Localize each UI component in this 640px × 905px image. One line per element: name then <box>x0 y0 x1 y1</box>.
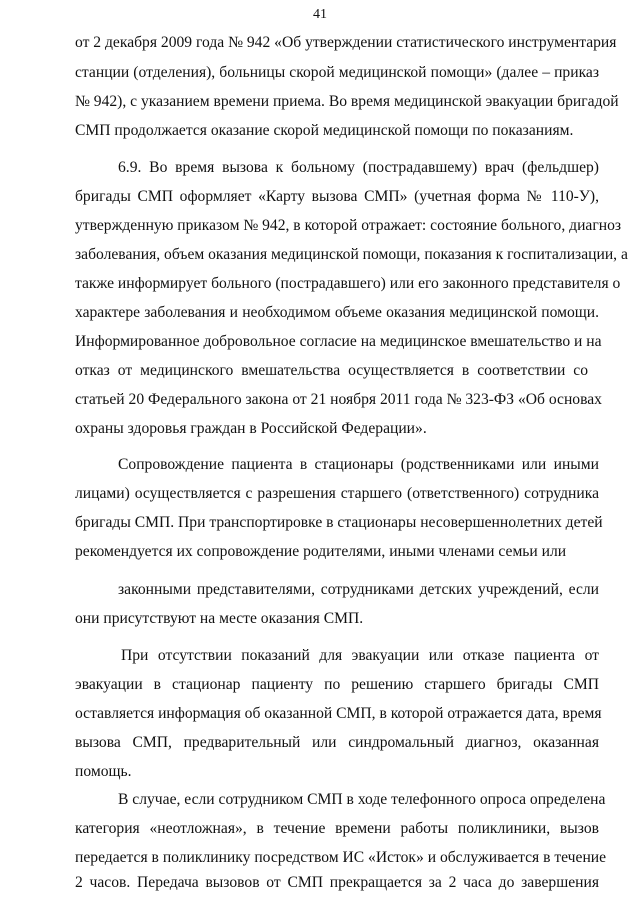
text-line: законными представителями, сотрудниками детских учреждений, если <box>118 581 599 598</box>
text-line: 6.9. Во время вызова к больному (пострадавшему) врач (фельдшер) <box>118 159 599 176</box>
text-line: охраны здоровья граждан в Российской Федерации». <box>75 420 427 437</box>
text-line: помощь. <box>75 763 132 780</box>
text-line: эвакуации в стационар пациенту по решению старшего бригады СМП <box>75 676 599 693</box>
text-line: оставляется информация об оказанной СМП, в которой отражается дата, время <box>75 705 602 722</box>
text-line: лицами) осуществляется с разрешения старшего (ответственного) сотрудника <box>75 485 599 502</box>
page-number: 41 <box>313 7 327 22</box>
text-line: № 942), с указанием времени приема. Во время медицинской эвакуации бригадой <box>75 93 619 110</box>
text-line: заболевания, объем оказания медицинской помощи, показания к госпитализации, а <box>75 246 628 263</box>
text-line: вызова СМП, предварительный или синдромальный диагноз, оказанная <box>75 734 599 751</box>
text-line: рекомендуется их сопровождение родителями, иными членами семьи или <box>75 543 567 560</box>
text-line: характере заболевания и необходимом объеме оказания медицинской помощи. <box>75 304 599 321</box>
text-line: бригады СМП оформляет «Карту вызова СМП» (учетная форма № 110-У), <box>75 188 599 205</box>
text-line: передается в поликлинику посредством ИС «Исток» и обслуживается в течение <box>75 849 607 866</box>
text-line: станции (отделения), больницы скорой медицинской помощи» (далее – приказ <box>75 64 599 81</box>
text-line: При отсутствии показаний для эвакуации или отказе пациента от <box>121 647 599 664</box>
text-line: отказ от медицинского вмешательства осуществляется в соответствии со <box>75 362 588 379</box>
text-line: 2 часов. Передача вызовов от СМП прекращается за 2 часа до завершения <box>75 874 599 891</box>
text-line: бригады СМП. При транспортировке в стационары несовершеннолетних детей <box>75 514 603 531</box>
text-line: статьей 20 Федерального закона от 21 ноября 2011 года № 323-ФЗ «Об основах <box>75 391 602 408</box>
text-line: Сопровождение пациента в стационары (родственниками или иными <box>118 456 599 473</box>
text-line: они присутствуют на месте оказания СМП. <box>75 610 364 627</box>
text-line: утвержденную приказом № 942, в которой отражает: состояние больного, диагноз <box>75 217 622 234</box>
text-line: от 2 декабря 2009 года № 942 «Об утверждении статистического инструментария <box>75 34 617 51</box>
text-line: категория «неотложная», в течение времени работы поликлиники, вызов <box>75 820 599 837</box>
text-line: В случае, если сотрудником СМП в ходе телефонного опроса определена <box>118 791 606 808</box>
text-line: СМП продолжается оказание скорой медицинской помощи по показаниям. <box>75 122 574 139</box>
text-line: также информирует больного (пострадавшего) или его законного представителя о <box>75 275 621 292</box>
text-line: Информированное добровольное согласие на медицинское вмешательство и на <box>75 333 602 350</box>
